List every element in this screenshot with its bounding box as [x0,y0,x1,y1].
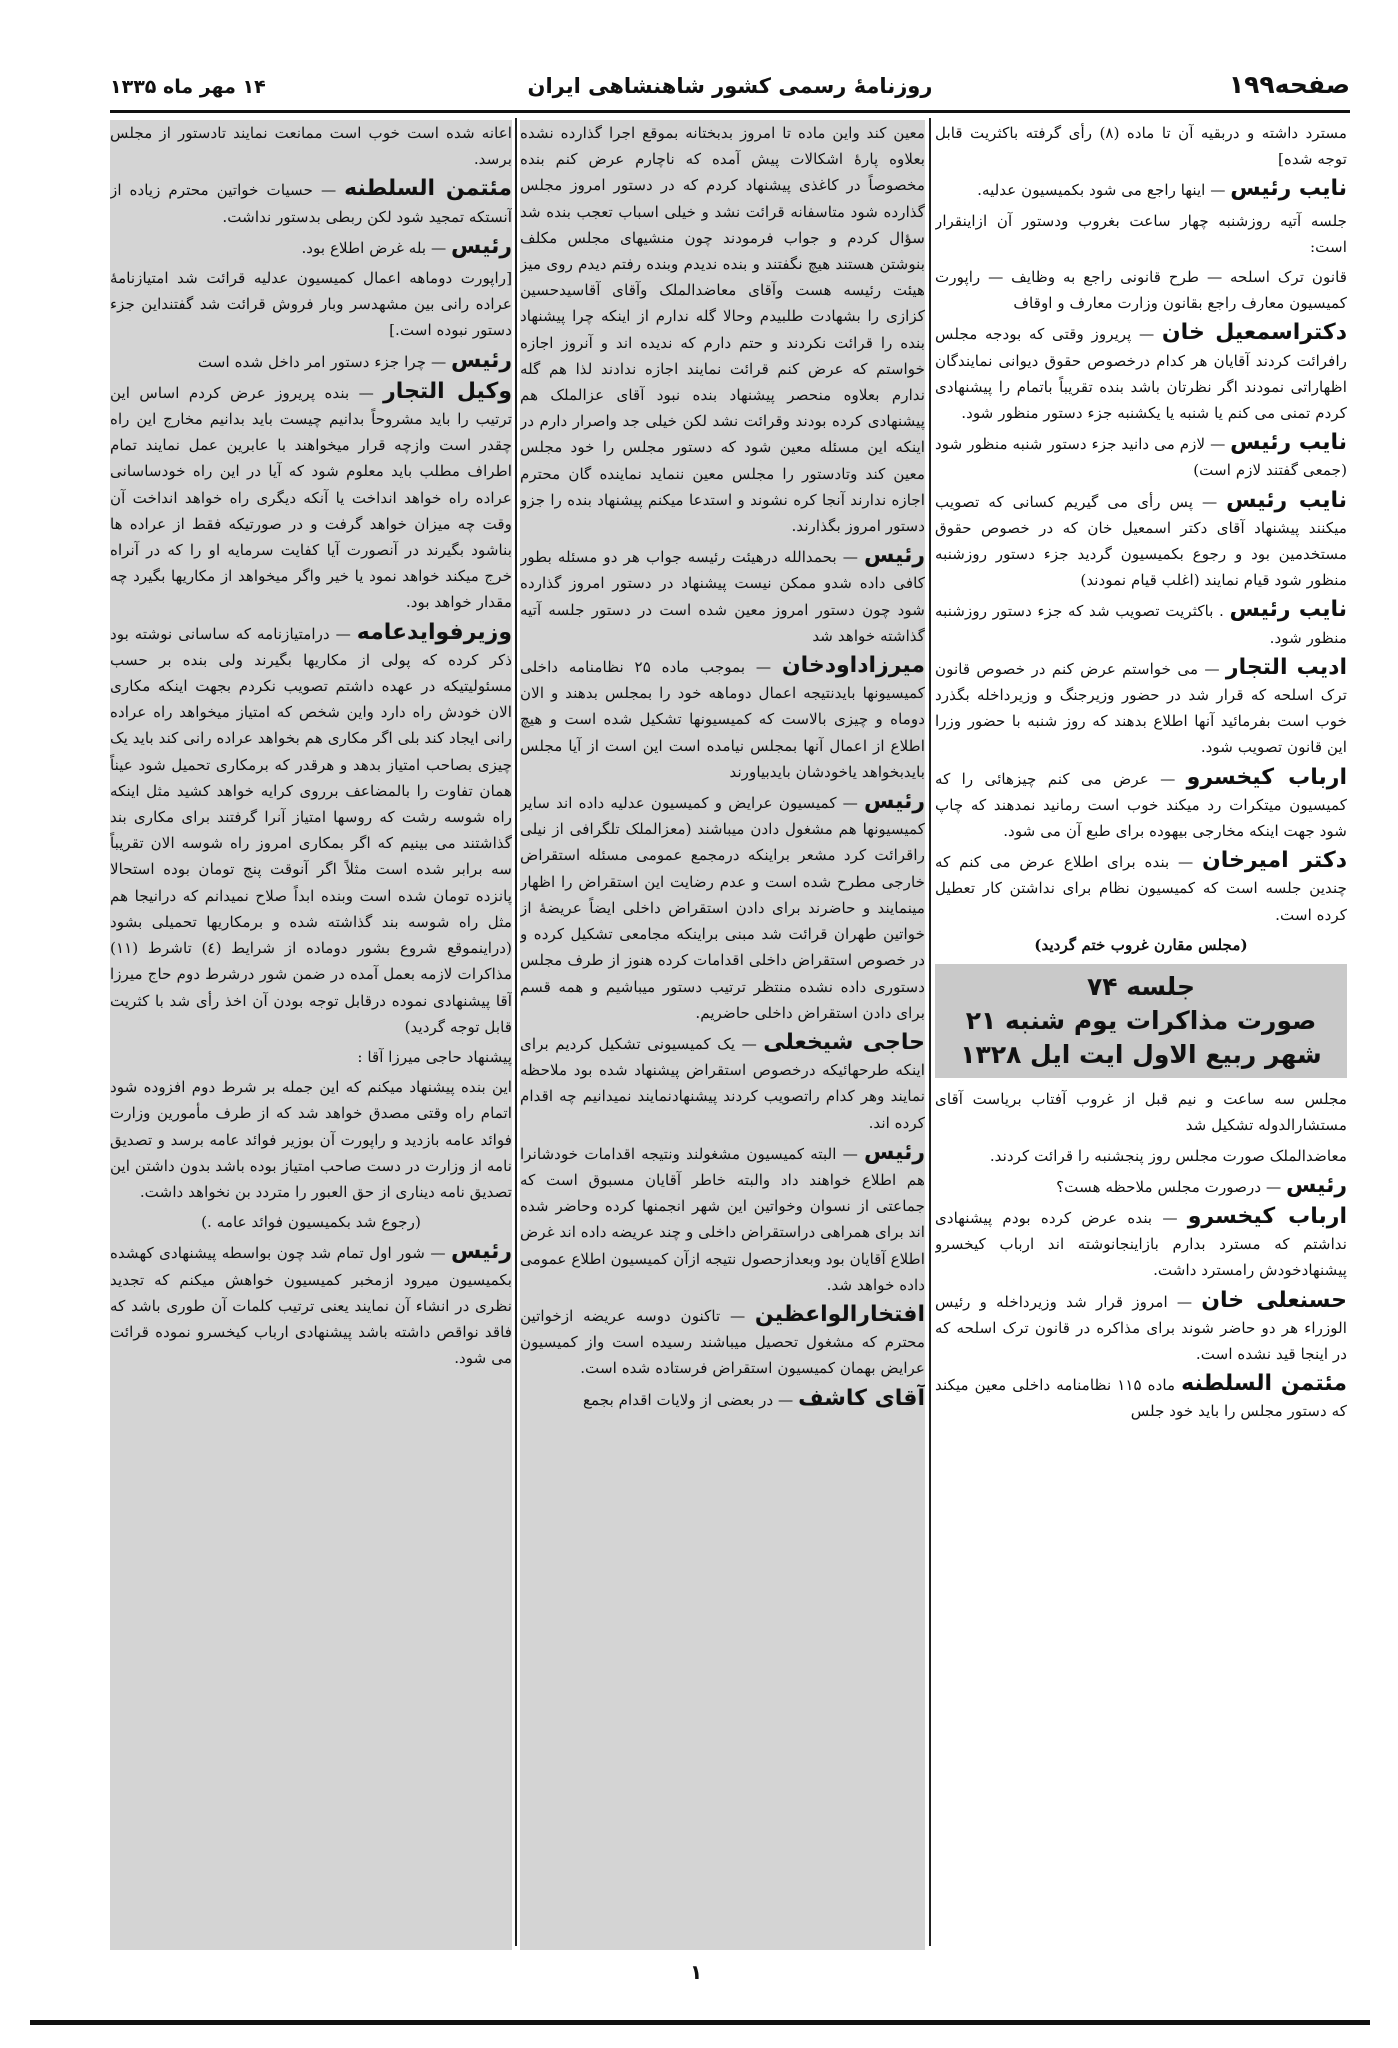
paragraph: جلسه آتیه روزشنبه چهار ساعت بغروب ودستور آن ازاینقرار است: [935,211,1347,256]
speech-text: — امروز قرار شد وزیرداخله و رئیس الوزراء هر دو حاضر شوند برای مذاکره در قانون ترک اسلحه که در اینجا قید نشده است. [935,1292,1347,1363]
paragraph: معاضدالملک صورت مجلس روز پنجشنبه را قرائت کردند. [989,1146,1347,1165]
speech-text: — بموجب ماده ۲۵ نظامنامه داخلی کمیسیونها بایدنتیجه اعمال دوماهه خود را بمجلس بدهند و الان دوماه و چیزی بالاست که کمیسیونها تشکیل شده است و هیچ اطلاع از اعمال آنها بمجلس نیامده است این است از آیا مجلس بایدبخواهد یاخودشان بایدبیاورند [520,658,925,781]
paragraph [520,1386,925,1413]
speaker-name: رئیس [450,347,512,373]
column-divider-right [929,118,931,1946]
speech-text: — تاکنون دوسه عریضه ازخواتین محترم که مشغول تحصیل میباشند رسیده است واز کمیسیون عرایض بهمان کمیسیون استقراض فرستاده شده است. [520,1306,925,1378]
paragraph [935,1371,1347,1424]
speech-text: — پس رأی می گیریم کسانی که تصویب میکنند پیشنهاد آقای دکتر اسمعیل خان که در خصوص حقوق مستخدمین بود و رجوع بکمیسیون گردید جزء دستور روزشنبه منظور شود قیام نمایند (اغلب قیام نمودند) [935,492,1347,590]
speaker-name: رئیس [864,543,925,569]
paragraph: (رجوع شد بکمیسیون فوائد عامه .) [201,1213,421,1232]
speech-text: — پریروز وقتی که بودجه مجلس رافرائت کردند آقایان هر کدام درخصوص حقوق دیوانی نمایندگان اظهاراتی نمودند اگر نظرتان باشد بنده تقریباً باتمام را پیشنهادی کردم تمنی می کنم یا شنبه یا یکشنبه جزء دستور منظور شود. [935,325,1347,423]
speaker-name: رئیس [863,1139,925,1165]
paragraph [520,543,925,649]
session-title: صورت مذاکرات یوم شنبه ۲۱ شهر ربیع الاول ایت ایل ۱۳۲۸ [960,1006,1322,1070]
paragraph: قانون ترک اسلحه — طرح قانونی راجع به وظایف — راپورت کمیسیون معارف راجع بقانون وزارت معارف و اوقاف [935,268,1347,313]
paragraph [110,620,512,1040]
speaker-name: نایب رئیس [1230,430,1347,456]
speech-text: — لازم می دانید جزء دستور شنبه منظور شود (جمعی گفتند لازم است) [935,435,1347,480]
speaker-name: حسنعلی خان [1201,1287,1347,1313]
session-heading [935,964,1347,1078]
paragraph [935,597,1347,650]
speech-text: — چرا جزء دستور امر داخل شده است [197,352,447,371]
speech-text: — می خواستم عرض کنم در خصوص قانون ترک اسلحه که قرار شد در حضور وزیرجنگ و وزیرداخله بگذرد خوب است بفرمائید آنها اطلاع بدهند که روز شنبه با حضور وزرا این قانون تصویب شود. [935,659,1347,757]
speech-text: — البته کمیسیون مشغولند ونتیجه اقدامات خودشانرا هم اطلاع خواهند داد والبته خاطر آقایان مسبوق است که جماعتی از نسوان وخواتین این شهر انجمنها کرده وحاضر شده اند برای همراهی دراستقراض داخلی و چند عریضه داده اند غرض اطلاع آقایان بود وبعدازحصول نتیجه ازآن کمیسیون اطلاع عمومی داده خواهد شد. [520,1144,925,1294]
speech-text: — بنده عرض کرده بودم پیشنهادی نداشتم که مسترد بدارم بازاینجانوشته اند ارباب کیخسرو پیشنهادخودش رامسترد داشت. [935,1208,1347,1280]
speech-text: — بحمدالله درهیئت رئیسه جواب هر دو مسئله بطور کافی داده شدو ممکن نیست پیشنهاد در دستور امروز گذارده شود چون دستور امروز معین شده است در دستور جلسه آتیه گذاشته خواهد شد [520,548,925,645]
paragraph [935,320,1347,426]
paragraph [520,789,925,1026]
column-divider-left [515,118,517,1946]
speech-text: — کمیسیون عرایض و کمیسیون عدلیه داده اند سایر کمیسیونها هم مشغول دادن میباشند (معزالملک تلگرافی از نیلی راقرائت کرد مشعر براینکه درمجمع عمومی مسئله استقراض خارجی مطرح شده است و عدم رضایت این استقراض را اظهار مینمایند و حاضرند برای دادن استقراض داخلی ایضاً عریضهٔ از خواتین طهران قرائت شد مبنی براینکه مجامعی تشکیل کرده و در خصوص استقراض داخلی اقدامات کرده هنوز از طرف مجلس دستوری داده نشده منتظر ترتیب دستور میباشیم و همه قسم برای دادن استقراض داخلی حاضریم. [520,794,925,1022]
speaker-name: آقای کاشف [798,1385,925,1411]
session-number: جلسه ۷۴ [1086,972,1196,1002]
speaker-name: مئتمن السلطنه [344,176,512,202]
speaker-name: رئیس [450,1239,512,1265]
page-label: صفحه۱۹۹ [1228,70,1350,99]
paragraph: مسترد داشته و دربقیه آن تا ماده (۸) رأی گرفته باکثریت قابل توجه شده] [935,124,1347,169]
speaker-name: وزیرفوایدعامه [356,619,512,645]
paragraph [935,1204,1347,1284]
paragraph [520,1140,925,1298]
paragraph [935,176,1347,203]
paragraph [935,430,1347,483]
paragraph [520,653,925,785]
speaker-name: نایب رئیس [1226,487,1347,513]
paragraph [110,176,512,229]
column-right [935,120,1347,1950]
speaker-name: میرزاداودخان [781,653,925,679]
paragraph [110,379,512,616]
speaker-name: دکتر امیرخان [1201,848,1347,874]
paragraph: معین کند واین ماده تا امروز بدبختانه بموقع اجرا گذارده نشده بعلاوه پارهٔ اشکالات پیش آمده که ناچارم عرض کنم بنده مخصوصاً در کاغذی پیشنهاد کردم که در دستور امروز مجلس گذارده شود متاسفانه قرائت نشد و خیلی اسباب تعجب بنده شد سؤال کردم و جواب فرمودند چون منشیهای مجلس مکلف بنوشتن هستند هیچ نگفتند و بنده ندیدم وبنده رفتم دیدم روی میز هیئت رئیسه هست وآقای معاضدالملک وآقای آقاسیدحسین کزازی را بشهادت طلبیدم وحالا گله ندارم از اینکه چرا پیشنهاد بنده را قرائت نکردند و حتم دارم که ندیده اند و آنروز اجازه خواستم که عرض کنم قرائت نمایند اجازه ندادند لذا هم گله ندارم بعلاوه منحصر پیشنهاد بنده نبود آقای عزالملک هم پیشنهادی کرده بودند وقرائت نشد لکن خیلی جد واصرار دارم در اینکه این مسئله معین شود که دستور مجلس را خود مجلس معین کند وتادستور را مجلس معین ننماید نماینده گان محترم اجازه ندارند آنجا کره نشوند و استدعا میکنم پیشنهاد بنده را جزو دستور امروز بگذارند. [520,124,925,536]
speaker-name: ادیب التجار [1225,654,1347,680]
speech-text: — درصورت مجلس ملاحظه هست؟ [1056,1177,1282,1196]
speaker-name: رئیس [450,233,512,259]
speech-text: — عرض می کنم چیزهائی را که کمیسیون میتکرات رد میکند خوب است رمانید نمدهند که چاپ شود جهت اینکه مخارجی بیهوده برای طبع آن می شود. [935,769,1347,841]
speech-text: — بنده پریروز عرض کردم اساس این ترتیب را باید مشروحاً بدانیم چیست باید بدانیم مخارج این راه چقدر است وازچه قرار میخواهند با عابرین عمل نمایند تمام اطراف مطلب باید معلوم شود که آیا در این راه خودساسانی عراده راه خواهد انداخت یا آنکه دیگری راه خواهد انداخت آن وقت چه میزان خواهد گرفت و در صورتیکه فقط از عراده ها بناشود بگیرند در آنصورت آیا کفایت سرمایه او را که در آنراه خرج میکند خواهد نمود یا خیر واگر میخواهد از مکاریها بگیرد چه مقدار خواهد بود. [110,383,512,612]
paragraph: مجلس سه ساعت و نیم قبل از غروب آفتاب بریاست آقای مستشارالدوله تشکیل شد [935,1090,1347,1135]
paragraph [935,765,1347,845]
speaker-name: رئیس [1285,1172,1347,1198]
bottom-rule [30,2020,1370,2025]
speech-text: — بنده برای اطلاع عرض می کنم که چندین جلسه است که کمیسیون نظام برای نداشتن کار تعطیل کرده است. [935,853,1347,924]
paragraph [110,234,512,261]
paragraph [110,348,512,375]
speaker-name: رئیس [864,789,925,815]
paragraph [935,1288,1347,1368]
speech-text: — یک کمیسیونی تشکیل کردیم برای اینکه طرحهائیکه درخصوص استقراض پیشنهاد شده بود ملاحظه نمایند وهر کدام راتصویب کردند پیشنهادنمایند نمیدانیم چه اقدام کرده اند. [520,1034,925,1132]
speaker-name: ارباب کیخسرو [1187,1203,1347,1229]
speaker-name: نایب رئیس [1230,176,1347,202]
speech-text: — درامتیازنامه که ساسانی نوشته بود ذکر کرده که پولی از مکاریها بگیرند ولی بنده بر حسب مسئولیتیکه در عهده داشتم تصویب نکردم بجهت اینکه مکاری الان خودش راه دارد واین شخص که امتیاز میخواهد راه عراده رانی ایجاد کند بلی اگر مکاری هم بخواهد عراده رانی کند باید یک چیزی بصاحب امتیاز بدهد و هرقدر که برمکاری تحمیل شود عیناً همان تفاوت را بالمضاعف برروی کرایه خواهد کشید مثل اینکه راه شوسه رشت که روسها امتیاز آنرا گرفتند برای مکاری بند گذاشتند می بینیم که اگر بمکاری امروز راه شوسه الان تقریباً سه برابر شده است مثلاً اگر آنوقت پنج تومان بوده استحالا پانزده تومان شده است وبنده ابداً صلاح نمیدانم که درانیجا هم مثل راه شوسه بند گذاشته شده و برمکاریها تحمیلی بشود (دراینموقع شروع بشور دوماده از شرایط (٤) تاشرط (۱۱) مذاکرات لازمه بعمل آمده در ضمن شور درشرط دوم حاج میرزا آقا پیشنهادی نموده درقابل توجه بودن آن اخذ رأی شد با کثریت قابل توجه گردید) [110,624,512,1036]
speech-text: — شور اول تمام شد چون بواسطه پیشنهادی کهشده بکمیسیون میرود ازمخبر کمیسیون خواهش میکنم که تجدید نظری در انشاء آن نمایند یعنی ترتیب کلمات آن طوری باشد که فاقد نواقص داشته باشد پیشنهادی ارباب کیخسرو نموده قرائت می شود. [110,1244,512,1368]
speaker-name: نایب رئیس [1229,597,1347,623]
speech-text: . باکثریت تصویب شد که جزء دستور روزشنبه منظور شود. [935,602,1347,647]
paragraph [520,1030,925,1136]
speaker-name: حاجی شیخعلی [763,1029,925,1055]
speaker-name: دکتراسمعیل خان [1161,320,1347,346]
speaker-name: مئتمن السلطنه [1181,1371,1347,1397]
paragraph: [راپورت دوماهه اعمال کمیسیون عدلیه قرائت شد امتیازنامهٔ عراده رانی بین مشهدسر وبار فروش قرائت شد گفتنداین جزء دستور نبوده است.] [110,269,512,340]
column-middle [520,120,925,1950]
issue-date: ۱۴ مهر ماه ۱۳۳۵ [110,76,266,98]
paragraph [935,1173,1347,1200]
speech-text: — اینها راجع می شود بکمیسیون عدلیه. [977,181,1226,200]
page-number: ۱ [690,1960,703,1984]
speech-text: ماده ۱۱۵ نظامنامه داخلی معین میکند که دستور مجلس را باید خود جلس [935,1376,1347,1421]
paragraph: اعانه شده است خوب است ممانعت نمایند تادستور از مجلس برسد. [110,124,512,169]
speaker-name: افتخارالواعظین [754,1301,925,1327]
paragraph [935,848,1347,928]
paragraph [935,488,1347,594]
speaker-name: ارباب کیخسرو [1186,764,1347,790]
page-header [110,68,1350,110]
speech-text: — بله غرض اطلاع بود. [301,238,447,257]
paragraph [935,655,1347,761]
paragraph [110,1239,512,1371]
paragraph: پیشنهاد حاجی میرزا آقا : [357,1047,512,1066]
speech-text: — حسیات خواتین محترم زیاده از آنستکه تمجید شود لکن ربطی بدستور نداشت. [110,181,512,226]
newspaper-title: روزنامهٔ رسمی کشور شاهنشاهی ایران [527,74,933,98]
speaker-name: وکیل التجار [383,378,512,404]
column-left [110,120,512,1950]
paragraph: این بنده پیشنهاد میکنم که این جمله بر شرط دوم افزوده شود اتمام راه وقتی مصدق خواهد شد که از طرف مأمورین وزارت فوائد عامه بازدید و راپورت آن بوزیر فوائد عامه برسد و تصدیق نامه از وزارت در دست صاحب امتیاز بوده باشد بدون داشتن این تصدیق نامه دیناری از حق العبور را متردد بن نخواهد داشت. [110,1078,512,1201]
paragraph [520,1302,925,1382]
speech-text: — در بعضی از ولایات اقدام بجمع [582,1390,794,1409]
header-rule [110,110,1350,113]
session-closing: (مجلس مقارن غروب ختم گردید) [1034,935,1248,954]
